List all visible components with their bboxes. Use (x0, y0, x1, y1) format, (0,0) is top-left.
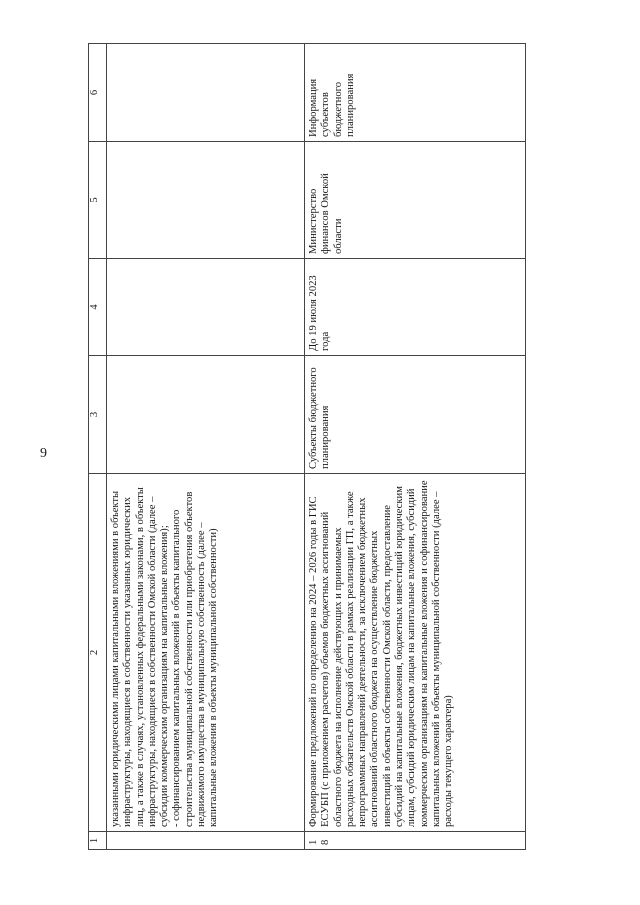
recipient-text: Министерство финансов Омской области (308, 173, 344, 254)
task-paragraph: указанными юридическими лицами капитальными вложениями в объекты инфраструктуры, находящиеся в собственности указанных юридических лиц, а также в случаях, установленных федеральными законами, в объекты инфраструктуры, находящиеся в собственности Омской области (далее – субсидии коммерческим организациям на капитальные вложения); (110, 487, 171, 827)
recipient-cell (107, 142, 305, 259)
executor-cell (305, 356, 526, 474)
recipient-cell (305, 142, 526, 259)
table-header-row (89, 44, 107, 850)
table-row (107, 44, 305, 850)
result-cell (305, 44, 526, 142)
task-paragraph: Формирование предложений по определению на 2024 – 2026 годы в ГИС ЕСУБП (с приложением расчетов) объемов бюджетных ассигнований областного бюджета на исполнение действующих и принимаемых расходных обязательств Омской области в рамках реализации ГП, а также непрограммных направлений деятельности, за исключением бюджетных ассигнований областного бюджета на осуществление бюджетных инвестиций в объекты собственности Омской области, предоставление субсидий на капитальные вложения, бюджетных инвестиций юридическим лицам, субсидий юридическим лицам на капитальные вложения, субсидий коммерческим организациям на капитальные вложения и софинансирование капитальных вложений в объекты муниципальной собственности (далее – расходы текущего характера) (308, 480, 455, 827)
rotated-table-container (88, 44, 526, 850)
page-number: 9 (40, 446, 47, 461)
task-paragraph: - софинансированием капитальных вложений в объекты капитального строительства муниципальной собственности или приобретения объектов недвижимого имущества в муниципальную собственность (далее – капитальные вложения в объекты муниципальной собственности) (171, 491, 220, 827)
deadline-cell (305, 259, 526, 356)
header-col-1: 1 (89, 832, 107, 850)
task-cell (107, 474, 305, 832)
result-text: Информация субъектов бюджетного планирования (308, 73, 356, 137)
executor-cell (107, 356, 305, 474)
executor-text (107, 356, 113, 473)
result-text (107, 44, 113, 141)
plan-table (88, 43, 526, 850)
recipient-text (107, 142, 113, 258)
task-cell (305, 474, 526, 832)
header-col-3: 3 (89, 356, 107, 474)
deadline-cell (107, 259, 305, 356)
result-cell (107, 44, 305, 142)
row-number-text: 18 (308, 839, 332, 845)
table-row (305, 44, 526, 850)
deadline-text: До 19 июля 2023 года (308, 275, 332, 351)
header-col-2: 2 (89, 474, 107, 832)
row-number-text (107, 832, 113, 849)
row-number (107, 832, 305, 850)
header-col-4: 4 (89, 259, 107, 356)
executor-text: Субъекты бюджетного планирования (308, 367, 332, 469)
deadline-text (107, 259, 113, 355)
row-number (305, 832, 526, 850)
header-col-5: 5 (89, 142, 107, 259)
header-col-6: 6 (89, 44, 107, 142)
